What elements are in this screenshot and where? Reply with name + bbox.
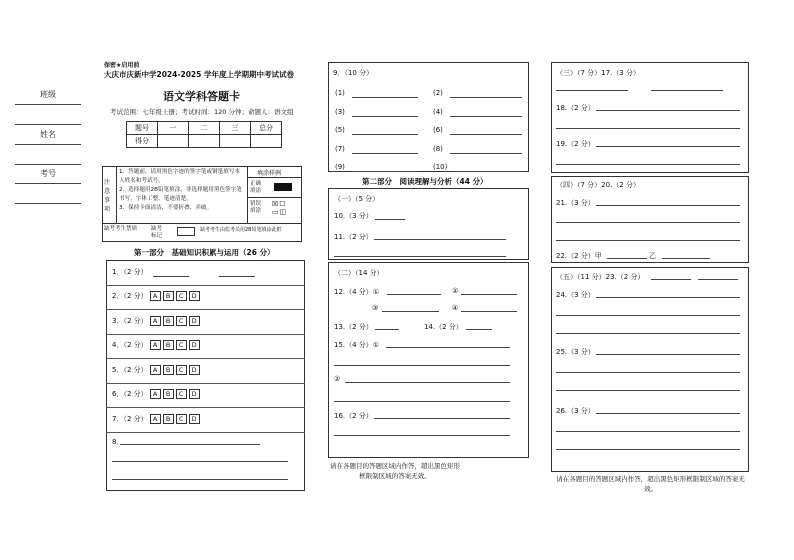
q1-answer-line-b[interactable] (219, 276, 255, 277)
q14-label: 14.（2 分） (424, 323, 463, 331)
notes-divider (116, 166, 117, 223)
option-box-d[interactable]: D (189, 414, 200, 424)
mcq-row (112, 414, 202, 424)
absent-divider-line (102, 223, 302, 224)
q15-label: 15.（4 分）① (334, 341, 380, 349)
mcq-label: 6．（2 分） (112, 390, 148, 398)
sec3-box (551, 62, 749, 173)
wrong-label: 错误填涂 (250, 201, 262, 214)
q26-line-3[interactable] (556, 449, 740, 450)
q18-line-1[interactable] (596, 110, 740, 111)
q1-answer-line-a[interactable] (153, 276, 189, 277)
option-box-b[interactable]: B (163, 414, 174, 424)
score-table-row (127, 135, 282, 148)
score-table-header (127, 122, 282, 135)
option-box-c[interactable]: C (176, 365, 187, 375)
q9-answer-line[interactable] (450, 153, 522, 154)
q24-line-1[interactable] (596, 297, 740, 298)
q9-answer-line[interactable] (352, 153, 418, 154)
mcq-label: 4．（2 分） (112, 341, 148, 349)
q16-label: 16.（2 分） (334, 412, 373, 420)
q18-line-2[interactable] (556, 128, 740, 129)
notes-label: 注意事项 (104, 179, 111, 213)
row-divider (106, 432, 305, 433)
row-divider (106, 334, 305, 335)
q20-label: （四）（7 分）20.（2 分） (556, 181, 640, 189)
q11-answer-line-2[interactable] (334, 256, 506, 257)
secret-mark: 保密★启用前 (104, 62, 140, 69)
q25-label: 25.（3 分） (556, 348, 595, 356)
q10-answer-line[interactable] (375, 219, 405, 220)
notes-text (119, 168, 245, 213)
q13-answer-line[interactable] (375, 329, 399, 330)
option-box-b[interactable]: B (163, 316, 174, 326)
note-line: 3．保持卡面清洁，不要折叠、弄破。 (119, 205, 213, 211)
q9-item-label: (2) (433, 89, 443, 97)
q9-item-label: (3) (335, 107, 345, 116)
option-box-a[interactable]: A (150, 414, 161, 424)
name-line-2 (15, 164, 81, 165)
q9-answer-line[interactable] (352, 171, 418, 172)
q9-item-label: (1) (335, 89, 345, 97)
q9-item-label: (9) (335, 163, 345, 171)
option-box-d[interactable]: D (189, 365, 200, 375)
q8-answer-line-3[interactable] (112, 479, 288, 480)
q19-line-2[interactable] (556, 164, 740, 165)
q22-label: 22.（2 分）甲 (556, 252, 602, 260)
name-label: 姓名 (40, 130, 56, 139)
q16-line-1[interactable] (374, 418, 510, 419)
q21-label: 21.（3 分） (556, 199, 595, 207)
row-divider (106, 358, 305, 359)
card-title: 语文学科答题卡 (163, 90, 240, 103)
option-box-c[interactable]: C (176, 316, 187, 326)
fill-sample-divider (247, 166, 248, 223)
mcq-row (112, 389, 202, 399)
q18-label: 18.（2 分） (556, 104, 595, 112)
option-box-c[interactable]: C (176, 389, 187, 399)
fill-sample-title: 填涂样例 (257, 170, 282, 177)
mcq-label: 2．（2 分） (112, 292, 148, 300)
option-box-a[interactable]: A (150, 365, 161, 375)
q17-line-1[interactable] (556, 90, 628, 91)
exam-no-line[interactable] (15, 183, 81, 184)
exam-no-label: 考号 (40, 169, 56, 178)
class-line[interactable] (15, 104, 81, 105)
q9-item-label: (7) (335, 144, 345, 153)
q12-2-label: ② (452, 287, 459, 295)
q15-line-3[interactable] (345, 382, 510, 383)
q25-line-2[interactable] (556, 372, 740, 373)
part1-title: 第一部分 基础知识积累与运用（26 分） (134, 248, 275, 257)
score-cell[interactable] (158, 135, 189, 148)
q26-line-1[interactable] (596, 413, 740, 414)
q1-label: 1．（2 分） (112, 268, 148, 276)
q9-box (328, 62, 529, 172)
wrong-fill-sample: ☒☐ ▭◫ (272, 200, 288, 216)
q15-2-label: ② (334, 375, 341, 383)
q22-line-b[interactable] (662, 258, 710, 259)
sec2-label: （二）（14 分） (334, 269, 384, 277)
option-box-b[interactable]: B (163, 389, 174, 399)
absent-sub-label: 缺考标记 (151, 226, 163, 239)
q17-line-2[interactable] (651, 90, 723, 91)
score-cell[interactable] (189, 135, 220, 148)
q9-item-label: (10) (433, 163, 448, 171)
row-divider (106, 407, 305, 408)
score-cell: 总分 (251, 122, 282, 135)
row-divider (106, 383, 305, 384)
class-label: 班级 (40, 90, 56, 99)
q21-line-3[interactable] (556, 240, 740, 241)
q12-label: 12.（4 分）① (334, 288, 380, 296)
row-divider (106, 285, 305, 286)
q9-item-label: (6) (433, 126, 443, 134)
exam-no-line-2 (15, 203, 81, 204)
q23-line-2[interactable] (698, 279, 738, 280)
fill-sample-line (247, 177, 302, 178)
absent-label: 缺考考生禁填 (104, 226, 138, 232)
q23-line-1[interactable] (651, 279, 691, 280)
q9-answer-line[interactable] (352, 97, 418, 98)
option-box-b[interactable]: B (163, 291, 174, 301)
q12-line-3[interactable] (382, 311, 439, 312)
score-cell: 一 (158, 122, 189, 135)
q24-line-2[interactable] (556, 315, 740, 316)
q14-answer-line[interactable] (466, 329, 492, 330)
q9-item-label: (5) (335, 126, 345, 134)
q13-label: 13.（2 分） (334, 323, 373, 331)
q24-line-3[interactable] (556, 333, 740, 334)
part2-title: 第二部分 阅读理解与分析（44 分） (362, 177, 488, 186)
q15-line-1[interactable] (386, 347, 510, 348)
score-cell: 得分 (127, 135, 158, 148)
exam-title: 大庆市庆新中学2024-2025 学年度上学期期中考试试卷 (104, 70, 294, 79)
mcq-row (112, 291, 202, 301)
option-box-b[interactable]: B (163, 365, 174, 375)
q11-label: 11.（2 分） (334, 233, 373, 241)
correct-label: 正确填涂 (250, 181, 262, 194)
option-box-a[interactable]: A (150, 291, 161, 301)
q21-line-1[interactable] (596, 205, 740, 206)
class-line-2 (15, 124, 81, 125)
q26-line-2[interactable] (556, 431, 740, 432)
q9-label: 9．（10 分） (333, 69, 374, 77)
q9-answer-line[interactable] (352, 116, 418, 117)
score-table (126, 121, 282, 148)
q22-b-label: 乙 (649, 252, 656, 260)
score-cell[interactable] (251, 135, 282, 148)
q16-line-2[interactable] (334, 435, 510, 436)
q9-answer-line[interactable] (451, 171, 523, 172)
q9-item-label: (4) (433, 107, 443, 116)
sec1-label: （一）（5 分） (334, 195, 380, 203)
q17-label: （三）（7 分）17.（3 分） (556, 69, 640, 77)
option-box-c[interactable]: C (176, 291, 187, 301)
q25-line-3[interactable] (556, 390, 740, 391)
row-divider (106, 309, 305, 310)
q12-3-label: ③ (372, 304, 379, 312)
q23-label: （五）（11 分）23.（2 分） (556, 273, 645, 281)
score-cell[interactable] (220, 135, 251, 148)
note-line: 1．答题前，请用黑色字迹的签字笔或钢笔填写本人姓名和考试号。 (119, 169, 241, 184)
q9-answer-line[interactable] (450, 134, 522, 135)
correct-fill-sample (274, 183, 292, 191)
option-box-d[interactable]: D (189, 340, 200, 350)
q25-line-1[interactable] (596, 354, 740, 355)
absent-checkbox[interactable] (177, 227, 195, 236)
score-cell: 三 (220, 122, 251, 135)
q9-answer-line[interactable] (352, 134, 418, 135)
q19-label: 19.（2 分） (556, 140, 595, 148)
col3-footer-note: 请在各题目的答题区域内作答，超出黑色矩形框限制区域的答案无效。 (556, 475, 745, 493)
q19-line-1[interactable] (596, 146, 740, 147)
option-box-d[interactable]: D (189, 389, 200, 399)
q12-line-2[interactable] (461, 294, 517, 295)
q8-answer-line-1[interactable] (120, 444, 260, 445)
q15-line-2[interactable] (334, 365, 510, 366)
q8-answer-line-2[interactable] (112, 461, 288, 462)
q9-item-label: (8) (433, 144, 443, 153)
q26-label: 26.（3 分） (556, 407, 595, 415)
mcq-label: 3．（2 分） (112, 316, 148, 325)
exam-info: 考试范围：七年级上册；考试时间：120 分钟；命题人：语文组 (110, 108, 294, 116)
mcq-label: 5．（2 分） (112, 365, 148, 374)
option-box-c[interactable]: C (176, 414, 187, 424)
option-box-a[interactable]: A (150, 389, 161, 399)
score-cell: 题号 (127, 122, 158, 135)
q12-4-label: ④ (452, 304, 459, 312)
q22-line-a[interactable] (607, 258, 647, 259)
fill-sample-line-2 (247, 197, 302, 198)
q12-line-1[interactable] (387, 294, 441, 295)
option-box-d[interactable]: D (189, 291, 200, 301)
q21-line-2[interactable] (556, 222, 740, 223)
absent-note: 缺考考生由监考员用2B铅笔填涂此框 (200, 227, 282, 233)
option-box-a[interactable]: A (150, 340, 161, 350)
mcq-row (112, 365, 202, 375)
q24-label: 24.（3 分） (556, 291, 595, 299)
score-cell: 二 (189, 122, 220, 135)
q15-line-4[interactable] (334, 401, 510, 402)
mcq-row (112, 316, 202, 326)
q11-answer-line-1[interactable] (374, 239, 506, 240)
option-box-b[interactable]: B (163, 340, 174, 350)
col2-footer-note: 请在各题目的答题区域内作答，超出黑色矩形框限制区域的答案无效。 (330, 462, 460, 480)
name-line[interactable] (15, 144, 81, 145)
option-box-a[interactable]: A (150, 316, 161, 326)
q12-line-4[interactable] (461, 311, 517, 312)
mcq-label: 7．（2 分） (112, 414, 148, 423)
q9-answer-line[interactable] (450, 116, 522, 117)
q9-answer-line[interactable] (450, 97, 522, 98)
mcq-row (112, 340, 202, 350)
option-box-d[interactable]: D (189, 316, 200, 326)
note-line: 2．选择题用2B铅笔填涂，非选择题用黑色签字笔书写，字体工整、笔迹清楚。 (119, 187, 242, 202)
option-box-c[interactable]: C (176, 340, 187, 350)
q8-label: 8． (112, 438, 124, 446)
q10-label: 10.（3 分） (334, 212, 373, 220)
